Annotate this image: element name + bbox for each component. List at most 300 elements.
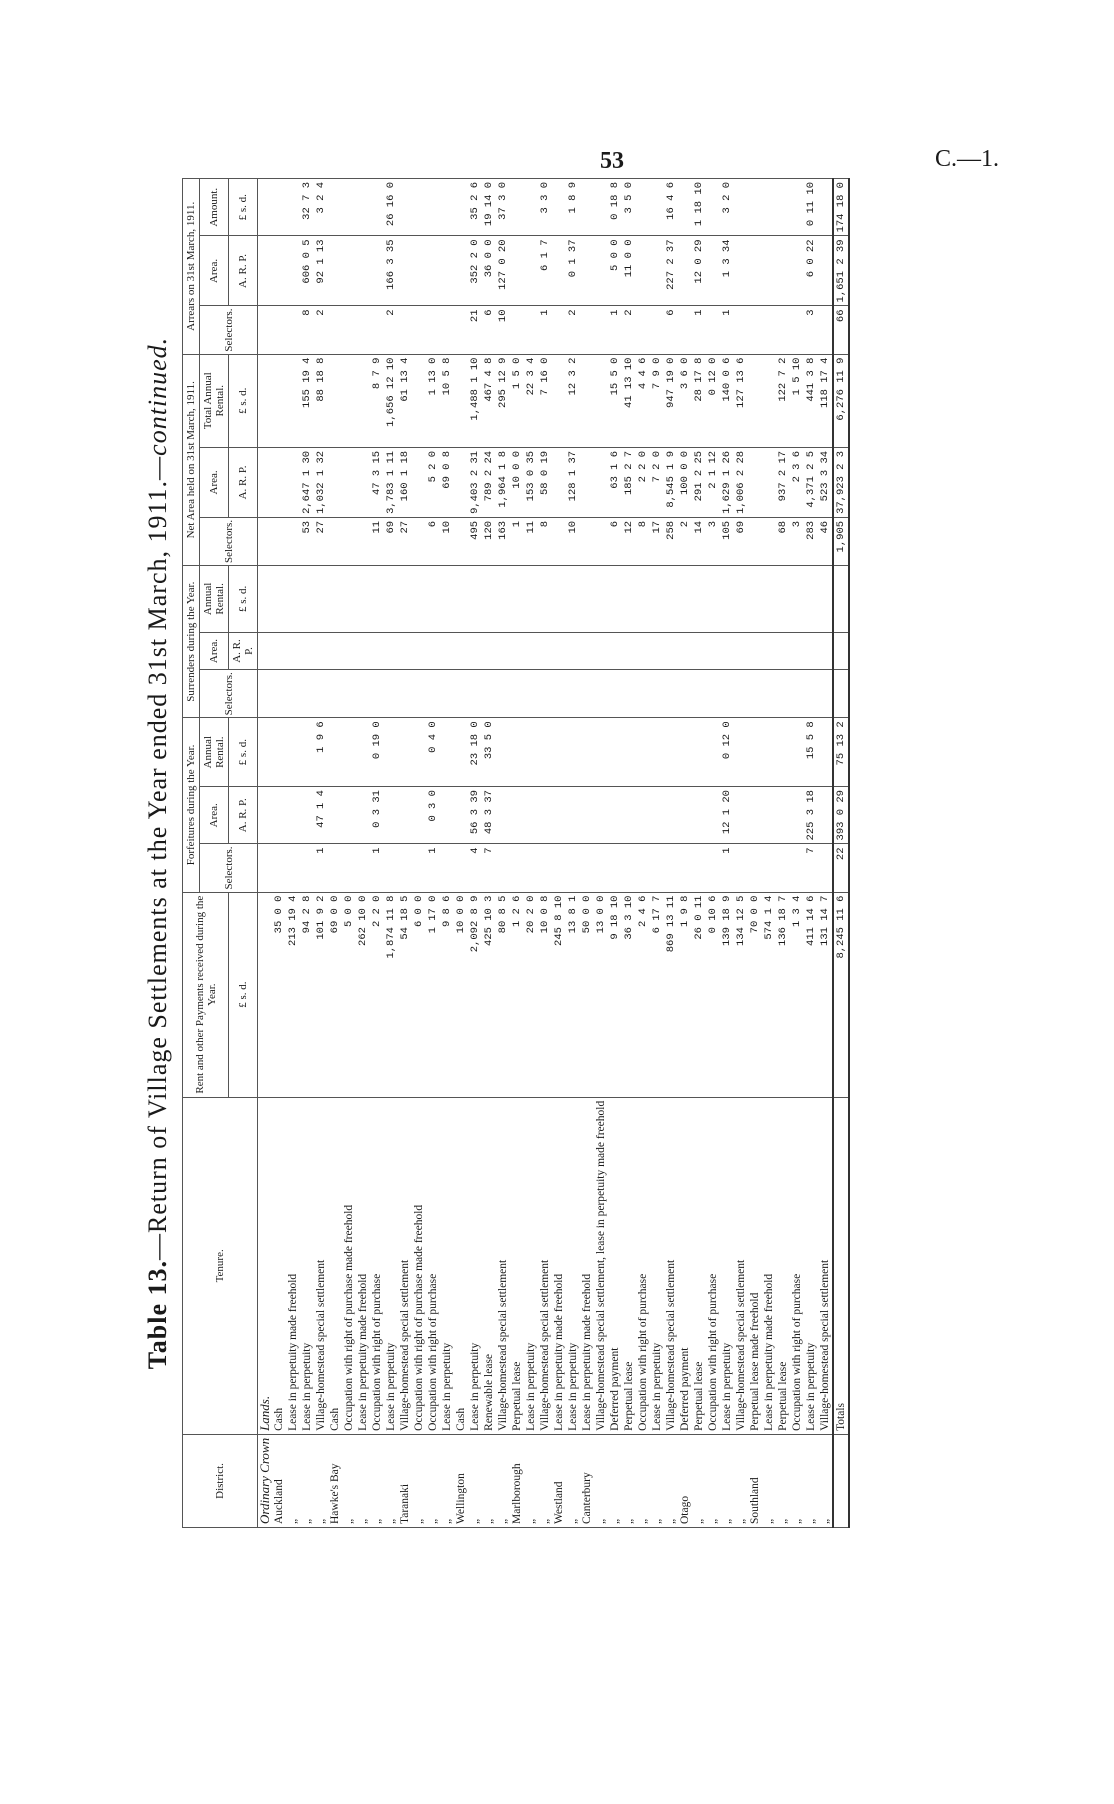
cell-f-rent [608,718,622,787]
cell-f-rent: 23 18 0 [468,718,482,787]
cell-tenure: Occupation with right of purchase [790,1097,804,1434]
cell-rent: 2,092 8 9 [468,892,482,1097]
cell-s-area [426,632,440,670]
cell-rent: 6 17 7 [650,892,664,1097]
cell-n-rent: 122 7 2 [776,354,790,447]
cell-n-rent: 88 18 8 [314,354,328,447]
cell-n-sel: 53 [300,517,314,565]
cell-s-area [468,632,482,670]
cell-f-area [454,787,468,844]
cell-district: „ [468,1434,482,1527]
cell-n-sel [748,517,762,565]
cell-f-rent [790,718,804,787]
cell-f-sel [594,844,608,892]
cell-a-amt [286,179,300,236]
cell-a-amt: 3 5 0 [622,179,636,236]
cell-rent: 6 0 0 [412,892,426,1097]
cell-s-sel [762,670,776,718]
section-row [258,179,273,1528]
cell-a-amt: 37 3 0 [496,179,510,236]
table-row [398,179,412,1528]
cell-n-sel: 12 [622,517,636,565]
cell-n-area: 47 3 15 [370,447,384,517]
cell-a-area: 1 3 34 [720,236,734,306]
unit-f-area: A. R. P. [229,787,258,844]
unit-rent: £ s. d. [229,892,258,1097]
unit-n-area: A. R. P. [229,447,258,517]
cell-s-sel [454,670,468,718]
cell-a-area [678,236,692,306]
cell-a-amt [594,179,608,236]
cell-f-area [692,787,706,844]
cell-tenure: Lease in perpetuity [804,1097,818,1434]
cell-f-rent: 15 5 8 [804,718,818,787]
cell-district: „ [412,1434,426,1527]
cell-a-amt: 174 18 0 [833,179,849,236]
cell-s-sel [370,670,384,718]
cell-rent: 9 8 6 [440,892,454,1097]
table-row [286,179,300,1528]
cell-s-rent [692,566,706,633]
cell-a-sel: 66 [833,306,849,354]
cell-tenure: Perpetual lease [776,1097,790,1434]
cell-f-rent: 0 19 0 [370,718,384,787]
cell-n-rent [286,354,300,447]
cell-n-rent [328,354,342,447]
cell-s-area [440,632,454,670]
cell-f-area [356,787,370,844]
cell-f-rent [636,718,650,787]
cell-district: „ [818,1434,833,1527]
cell-rent: 36 3 10 [622,892,636,1097]
cell-f-rent [328,718,342,787]
cell-s-sel [608,670,622,718]
cell-district: „ [440,1434,454,1527]
cell-s-sel [482,670,496,718]
cell-s-area [412,632,426,670]
cell-s-sel [692,670,706,718]
cell-f-rent [412,718,426,787]
cell-a-sel [286,306,300,354]
cell-n-sel: 27 [314,517,328,565]
cell-a-sel [636,306,650,354]
cell-n-area [342,447,356,517]
cell-rent: 245 8 10 [552,892,566,1097]
cell-rent: 8,245 11 6 [833,892,849,1097]
header-f-area: Area. [200,787,229,844]
cell-s-rent [426,566,440,633]
cell-f-sel: 7 [804,844,818,892]
cell-a-sel [706,306,720,354]
cell-tenure: Lease in perpetuity made freehold [286,1097,300,1434]
cell-a-sel [398,306,412,354]
cell-s-rent [454,566,468,633]
cell-a-sel: 21 [468,306,482,354]
cell-f-area [412,787,426,844]
cell-tenure: Lease in perpetuity [440,1097,454,1434]
cell-a-area: 0 1 37 [566,236,580,306]
cell-s-rent [833,566,849,633]
cell-f-area [650,787,664,844]
cell-rent: 13 8 1 [566,892,580,1097]
cell-s-sel [496,670,510,718]
cell-f-sel [300,844,314,892]
cell-tenure: Perpetual lease [692,1097,706,1434]
cell-a-amt [748,179,762,236]
cell-f-sel [580,844,594,892]
cell-f-sel [692,844,706,892]
cell-tenure: Deferred payment [678,1097,692,1434]
cell-n-area [552,447,566,517]
cell-s-area [524,632,538,670]
cell-district: Marlborough [510,1434,524,1527]
cell-s-area [398,632,412,670]
cell-s-rent [636,566,650,633]
cell-tenure: Perpetual lease made freehold [748,1097,762,1434]
cell-f-rent [818,718,833,787]
cell-n-area: 789 2 24 [482,447,496,517]
cell-s-sel [468,670,482,718]
cell-n-rent: 12 3 2 [566,354,580,447]
cell-rent: 80 8 5 [496,892,510,1097]
cell-n-rent: 155 19 4 [300,354,314,447]
cell-a-area: 92 1 13 [314,236,328,306]
cell-a-sel [552,306,566,354]
cell-s-rent [370,566,384,633]
cell-a-area: 5 0 0 [608,236,622,306]
cell-district: Taranaki [398,1434,412,1527]
cell-s-area [538,632,552,670]
cell-a-sel [426,306,440,354]
cell-a-sel [412,306,426,354]
cell-n-area: 185 2 7 [622,447,636,517]
cell-n-sel: 46 [818,517,833,565]
cell-n-rent: 0 12 0 [706,354,720,447]
cell-s-area [314,632,328,670]
cell-s-rent [286,566,300,633]
cell-rent: 70 0 0 [748,892,762,1097]
header-surrenders: Surrenders during the Year. [183,566,200,718]
cell-n-area: 1,964 1 8 [496,447,510,517]
cell-f-sel [272,844,286,892]
cell-s-sel [398,670,412,718]
cell-district: „ [734,1434,748,1527]
table-row [636,179,650,1528]
cell-n-rent [356,354,370,447]
header-s-selectors: Selectors. [200,670,258,718]
cell-f-sel [762,844,776,892]
cell-f-area [300,787,314,844]
cell-s-rent [664,566,678,633]
cell-a-amt [818,179,833,236]
table-row [468,179,482,1528]
cell-district: „ [594,1434,608,1527]
cell-s-area [608,632,622,670]
cell-f-sel [706,844,720,892]
cell-a-area [510,236,524,306]
cell-rent: 1 3 4 [790,892,804,1097]
cell-district: „ [538,1434,552,1527]
cell-s-area [636,632,650,670]
table-title [134,178,182,1528]
cell-a-amt [678,179,692,236]
cell-tenure: Lease in perpetuity [384,1097,398,1434]
cell-n-area: 291 2 25 [692,447,706,517]
table-row [440,179,454,1528]
cell-n-rent: 3 6 0 [678,354,692,447]
cell-n-sel: 10 [440,517,454,565]
cell-a-sel: 8 [300,306,314,354]
cell-n-area: 153 0 35 [524,447,538,517]
cell-f-area [706,787,720,844]
cell-n-rent: 10 5 8 [440,354,454,447]
cell-district: „ [286,1434,300,1527]
cell-n-sel: 11 [524,517,538,565]
cell-a-area: 127 0 20 [496,236,510,306]
cell-n-area: 1,629 1 26 [720,447,734,517]
cell-s-area [342,632,356,670]
cell-f-sel: 4 [468,844,482,892]
cell-rent: 26 0 11 [692,892,706,1097]
table-row [538,179,552,1528]
cell-f-sel [496,844,510,892]
cell-a-amt: 26 16 0 [384,179,398,236]
cell-s-area [748,632,762,670]
cell-a-amt [650,179,664,236]
cell-f-area: 47 1 4 [314,787,328,844]
cell-n-sel: 68 [776,517,790,565]
cell-a-area: 606 0 5 [300,236,314,306]
cell-a-sel [272,306,286,354]
cell-f-sel [650,844,664,892]
cell-a-amt: 3 2 4 [314,179,328,236]
cell-f-rent [678,718,692,787]
cell-s-sel [356,670,370,718]
cell-a-area [636,236,650,306]
cell-a-area [454,236,468,306]
cell-a-sel: 1 [720,306,734,354]
cell-f-sel [818,844,833,892]
cell-n-sel: 495 [468,517,482,565]
cell-n-rent: 118 17 4 [818,354,833,447]
cell-n-rent [552,354,566,447]
cell-f-sel [678,844,692,892]
cell-district: „ [664,1434,678,1527]
cell-n-sel [762,517,776,565]
cell-s-rent [538,566,552,633]
cell-n-area: 160 1 18 [398,447,412,517]
cell-a-area [706,236,720,306]
cell-n-sel: 27 [398,517,412,565]
table-row [314,179,328,1528]
cell-rent: 101 9 2 [314,892,328,1097]
cell-s-rent [566,566,580,633]
table-title-text: —Return of Village Settlements at the Year ended 31st March, 1911. [143,479,172,1260]
cell-a-amt: 0 11 10 [804,179,818,236]
cell-rent: 20 2 0 [524,892,538,1097]
cell-n-area [580,447,594,517]
cell-a-area: 6 0 22 [804,236,818,306]
cell-f-rent [300,718,314,787]
cell-f-area [496,787,510,844]
cell-s-rent [706,566,720,633]
header-forfeitures: Forfeitures during the Year. [183,718,200,892]
cell-a-sel [818,306,833,354]
cell-f-rent [692,718,706,787]
cell-n-rent: 1 5 0 [510,354,524,447]
table-row [790,179,804,1528]
cell-a-amt: 1 18 10 [692,179,706,236]
cell-f-area [818,787,833,844]
cell-a-sel [342,306,356,354]
header-f-selectors: Selectors. [200,844,258,892]
table-row [328,179,342,1528]
cell-f-rent [496,718,510,787]
cell-f-rent [650,718,664,787]
cell-s-rent [342,566,356,633]
cell-s-sel [524,670,538,718]
cell-f-area [398,787,412,844]
cell-f-sel: 1 [426,844,440,892]
table-number: Table 13. [143,1260,172,1370]
cell-s-area [804,632,818,670]
cell-district: Wellington [454,1434,468,1527]
unit-f-rent: £ s. d. [229,718,258,787]
cell-a-amt [706,179,720,236]
cell-a-amt [636,179,650,236]
cell-rent: 0 10 6 [706,892,720,1097]
cell-n-rent: 6,276 11 9 [833,354,849,447]
cell-s-sel [818,670,833,718]
cell-f-sel: 1 [370,844,384,892]
cell-rent: 94 2 8 [300,892,314,1097]
cell-f-area [748,787,762,844]
cell-s-area [566,632,580,670]
cell-f-sel [566,844,580,892]
cell-f-rent [440,718,454,787]
cell-n-sel: 6 [426,517,440,565]
cell-s-sel [734,670,748,718]
cell-n-rent: 28 17 8 [692,354,706,447]
cell-f-area [580,787,594,844]
cell-a-area [524,236,538,306]
cell-f-rent [594,718,608,787]
cell-a-sel: 1 [608,306,622,354]
cell-s-area [272,632,286,670]
cell-tenure: Lease in perpetuity made freehold [356,1097,370,1434]
cell-n-sel: 163 [496,517,510,565]
cell-n-sel [594,517,608,565]
cell-n-rent: 1 5 10 [790,354,804,447]
cell-f-rent [622,718,636,787]
cell-district: „ [720,1434,734,1527]
cell-s-sel [328,670,342,718]
cell-a-area [440,236,454,306]
cell-f-rent [762,718,776,787]
totals-row [833,179,849,1528]
table-row [762,179,776,1528]
cell-s-rent [300,566,314,633]
cell-s-area [664,632,678,670]
cell-a-amt [762,179,776,236]
cell-tenure: Perpetual lease [622,1097,636,1434]
cell-n-rent: 295 12 9 [496,354,510,447]
cell-rent: 1 9 8 [678,892,692,1097]
cell-f-area: 393 0 29 [833,787,849,844]
cell-tenure: Village-homestead special settlement [398,1097,412,1434]
cell-s-rent [804,566,818,633]
cell-district: „ [356,1434,370,1527]
cell-f-area [776,787,790,844]
cell-f-rent [538,718,552,787]
cell-n-area [328,447,342,517]
cell-s-rent [510,566,524,633]
cell-tenure: Lease in perpetuity made freehold [552,1097,566,1434]
cell-f-area [510,787,524,844]
cell-s-rent [440,566,454,633]
cell-district: „ [496,1434,510,1527]
cell-tenure: Occupation with right of purchase [636,1097,650,1434]
cell-f-rent [734,718,748,787]
cell-s-area [552,632,566,670]
cell-district: „ [426,1434,440,1527]
cell-a-amt [524,179,538,236]
cell-s-sel [678,670,692,718]
cell-f-area [566,787,580,844]
cell-f-rent [356,718,370,787]
cell-s-area [482,632,496,670]
cell-a-sel: 1 [692,306,706,354]
cell-tenure: Deferred payment [608,1097,622,1434]
cell-f-rent: 75 13 2 [833,718,849,787]
cell-n-area [748,447,762,517]
cell-f-rent [566,718,580,787]
cell-s-rent [482,566,496,633]
cell-tenure: Occupation with right of purchase [706,1097,720,1434]
table-row [706,179,720,1528]
cell-s-sel [748,670,762,718]
cell-tenure: Cash [454,1097,468,1434]
cell-s-rent [356,566,370,633]
cell-district: „ [300,1434,314,1527]
cell-n-rent: 15 5 0 [608,354,622,447]
cell-s-area [762,632,776,670]
cell-district: „ [762,1434,776,1527]
cell-a-amt [454,179,468,236]
cell-n-area: 37,923 2 3 [833,447,849,517]
cell-f-area [384,787,398,844]
cell-s-sel [790,670,804,718]
cell-rent: 9 18 10 [608,892,622,1097]
cell-f-sel [636,844,650,892]
cell-f-rent [272,718,286,787]
cell-a-area: 12 0 29 [692,236,706,306]
cell-rent: 213 19 4 [286,892,300,1097]
cell-district: „ [776,1434,790,1527]
cell-n-rent: 1,656 12 10 [384,354,398,447]
cell-n-rent: 467 4 8 [482,354,496,447]
cell-s-sel [272,670,286,718]
cell-a-sel: 2 [384,306,398,354]
cell-n-sel [356,517,370,565]
cell-a-sel [734,306,748,354]
cell-n-area: 69 0 8 [440,447,454,517]
cell-s-rent [580,566,594,633]
cell-f-sel [748,844,762,892]
unit-a-area: A. R. P. [229,236,258,306]
section-label: Ordinary Crown [258,1434,273,1527]
cell-n-rent [580,354,594,447]
